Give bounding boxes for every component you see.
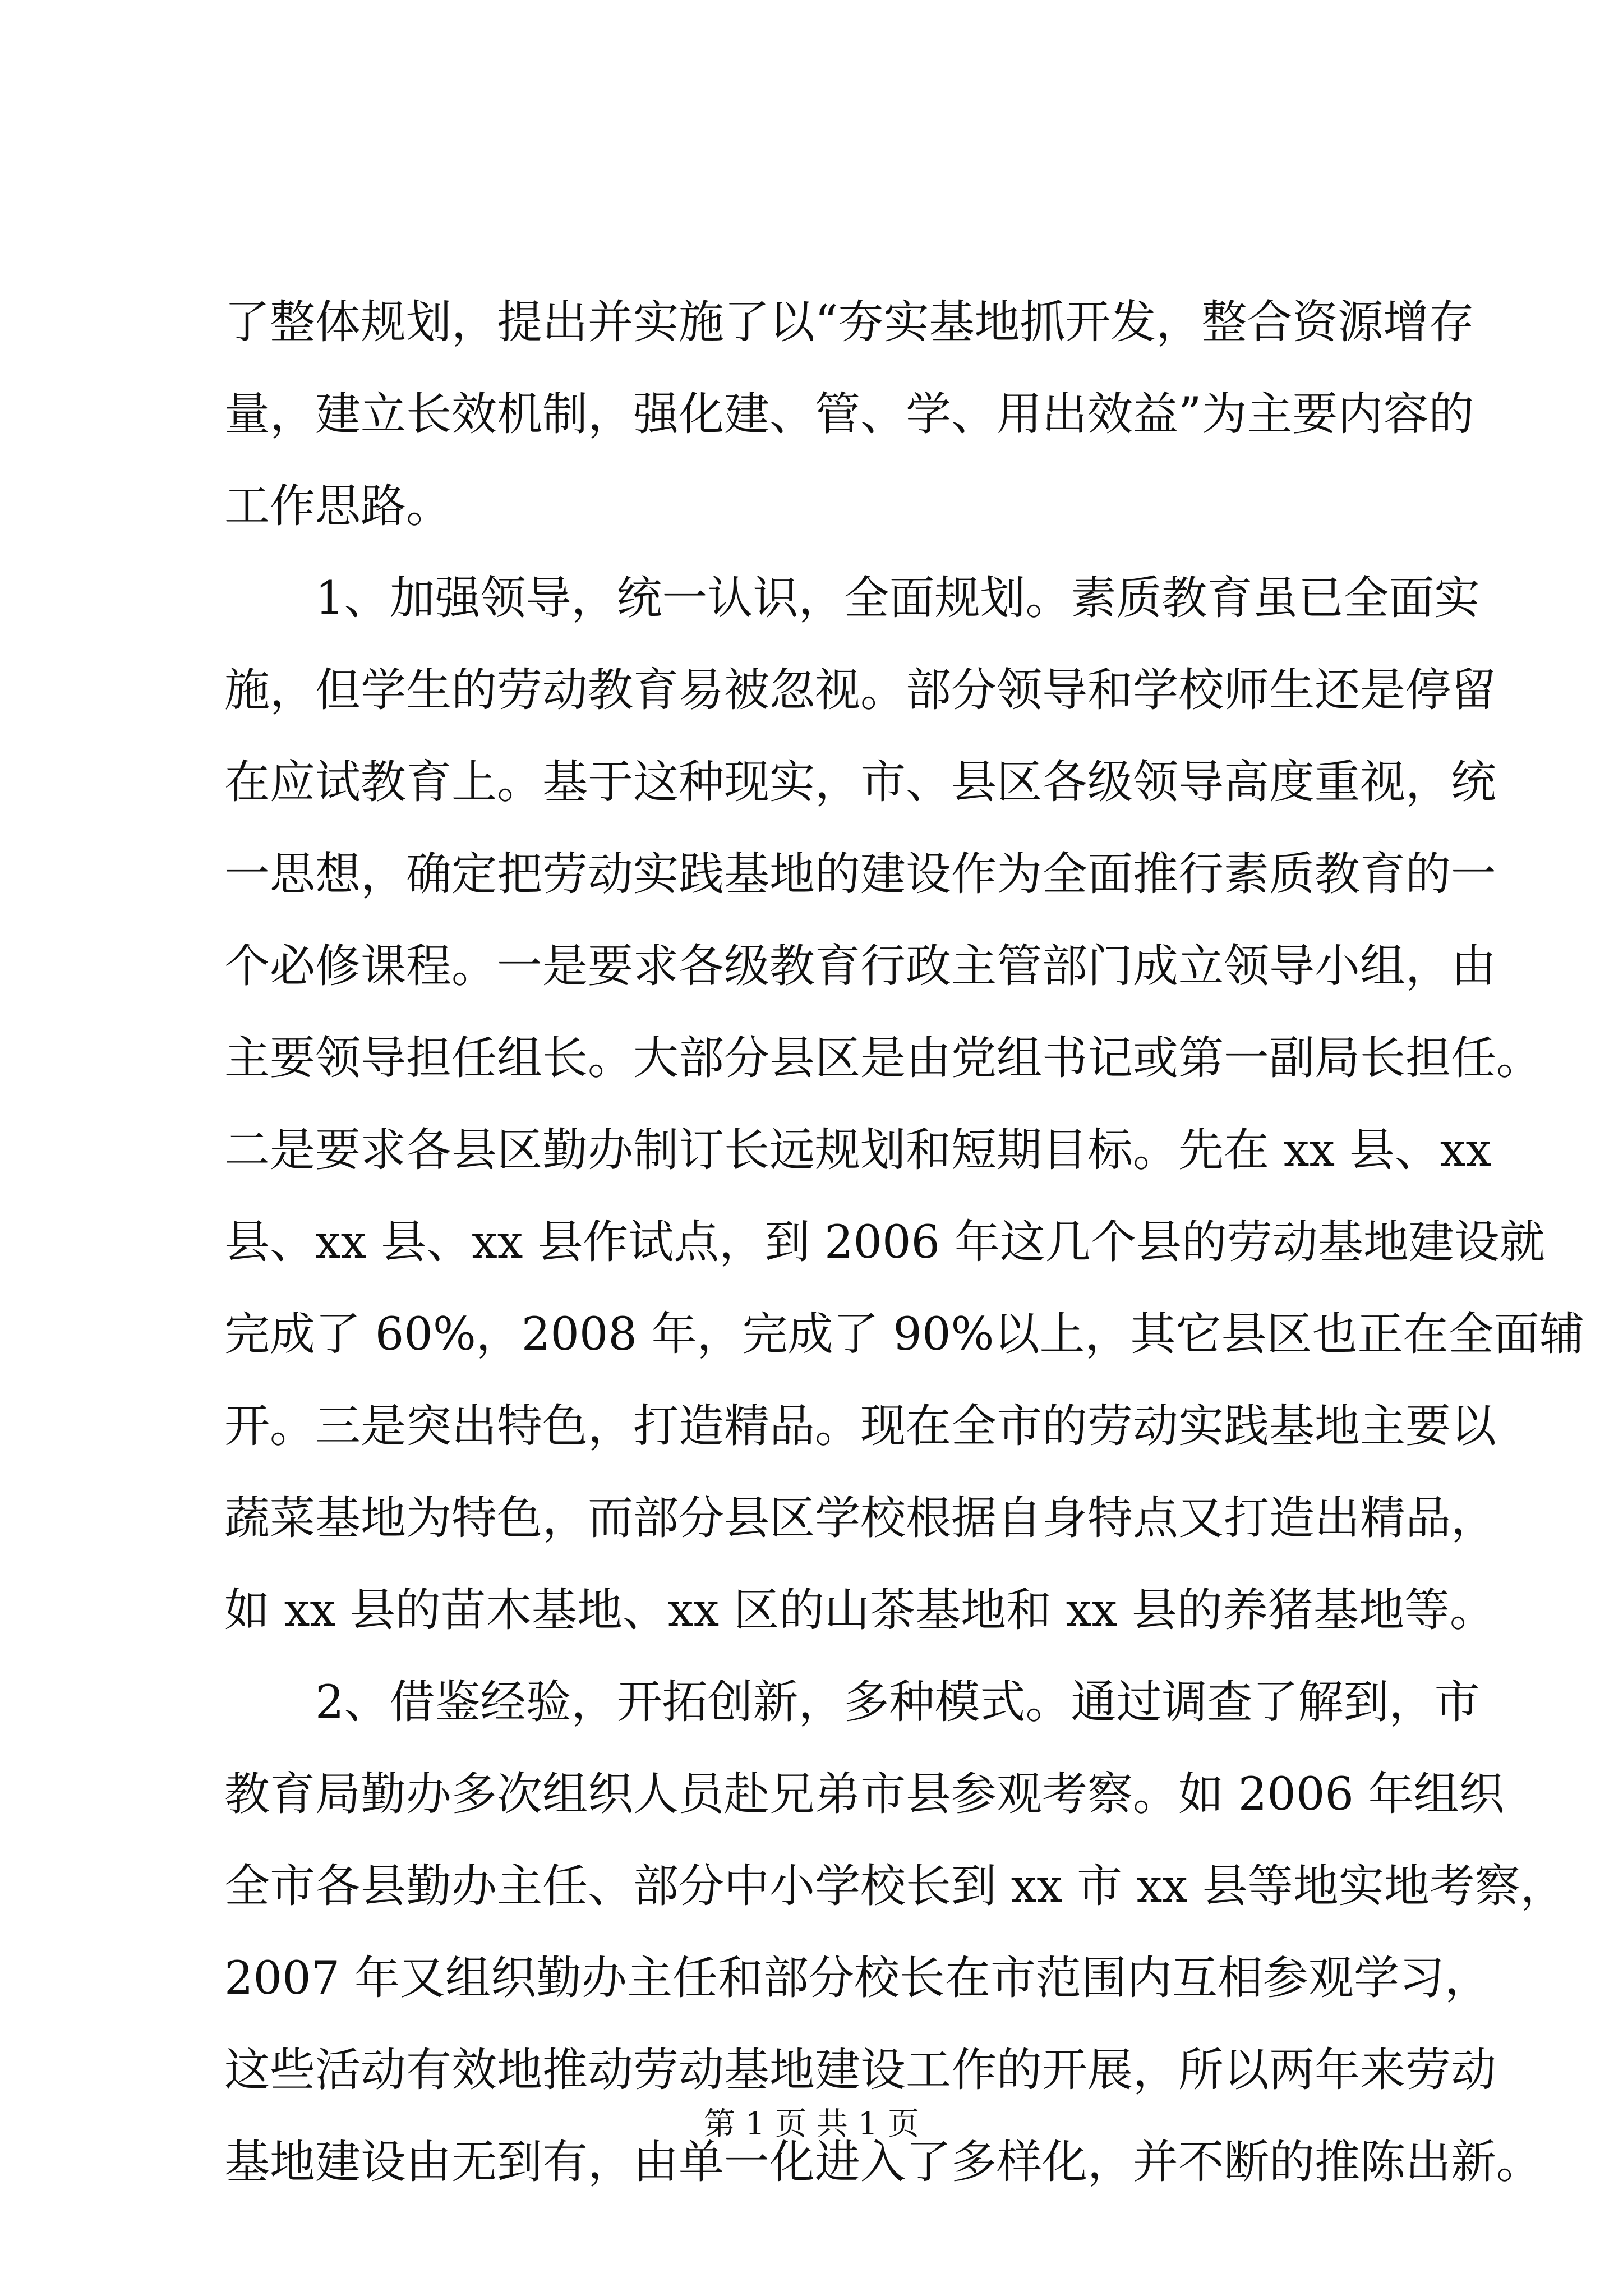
paragraph-line: 施，但学生的劳动教育易被忽视。部分领导和学校师生还是停留 [224,664,1497,717]
paragraph-line: 这些活动有效地推动劳动基地建设工作的开展，所以两年来劳动 [224,2044,1497,2097]
paragraph-line: 工作思路。 [224,480,452,533]
paragraph-line: 如 xx 县的苗木基地、xx 区的山茶基地和 xx 县的养猪基地等。 [224,1584,1495,1637]
paragraph-line: 一思想，确定把劳动实践基地的建设作为全面推行素质教育的一 [224,848,1497,901]
paragraph-line: 2007 年又组织勤办主任和部分校长在市范围内互相参观学习， [224,1952,1490,2005]
paragraph-line: 开。三是突出特色，打造精品。现在全市的劳动实践基地主要以 [224,1400,1497,1453]
paragraph-line: 在应试教育上。基于这种现实，市、县区各级领导高度重视，统 [224,756,1497,809]
paragraph-line: 个必修课程。一是要求各级教育行政主管部门成立领导小组，由 [224,940,1497,993]
paragraph-line: 二是要求各县区勤办制订长远规划和短期目标。先在 xx 县、xx [224,1124,1492,1177]
paragraph-line: 1、加强领导，统一认识，全面规划。素质教育虽已全面实 [315,572,1480,625]
paragraph-line: 蔬菜基地为特色，而部分县区学校根据自身特点又打造出精品， [224,1492,1497,1545]
paragraph-line: 基地建设由无到有，由单一化进入了多样化，并不断的推陈出新。 [224,2136,1542,2189]
document-body [224,292,1585,2224]
paragraph-line: 完成了 60%，2008 年，完成了 90%以上，其它县区也正在全面辅 [224,1308,1585,1361]
paragraph-line: 量，建立长效机制，强化建、管、学、用出效益”为主要内容的 [224,388,1474,441]
paragraph-line: 了整体规划，提出并实施了以“夯实基地抓开发，整合资源增存 [224,296,1474,349]
paragraph-line: 县、xx 县、xx 县作试点，到 2006 年这几个县的劳动基地建设就 [224,1216,1545,1269]
paragraph-line: 2、借鉴经验，开拓创新，多种模式。通过调查了解到，市 [315,1676,1480,1729]
paragraph-line: 主要领导担任组长。大部分县区是由党组书记或第一副局长担任。 [224,1032,1542,1085]
paragraph-line: 全市各县勤办主任、部分中小学校长到 xx 市 xx 县等地实地考察， [224,1860,1566,1913]
page-number-footer: 第 1 页 共 1 页 [703,2106,920,2142]
paragraph-line: 教育局勤办多次组织人员赴兄弟市县参观考察。如 2006 年组织 [224,1768,1505,1821]
